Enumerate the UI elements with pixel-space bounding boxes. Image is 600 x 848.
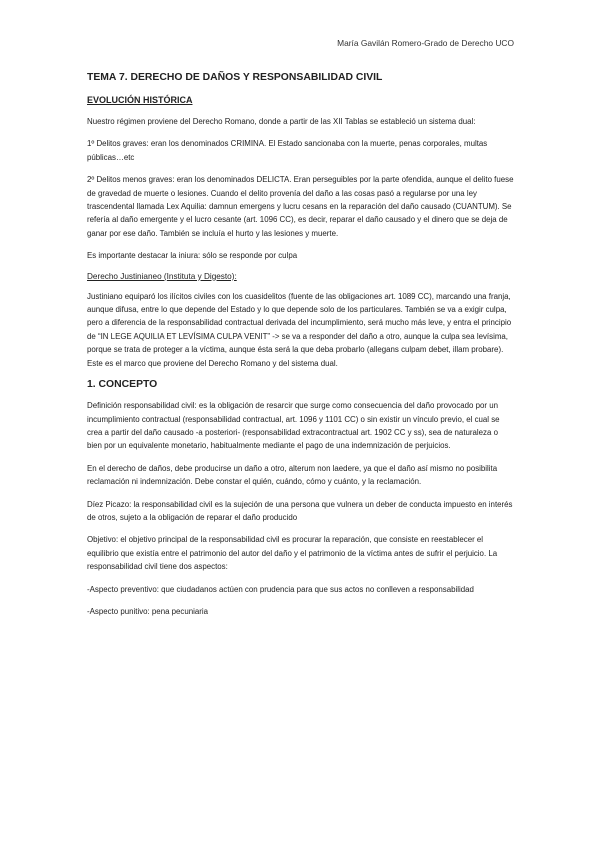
page-header: María Gavilán Romero-Grado de Derecho UCO	[337, 38, 514, 48]
paragraph: 2º Delitos menos graves: eran los denominados DELICTA. Eran perseguibles por la parte ofendida, aunque el delito fuese de gravedad de muerte o lesiones. Cuando el delito provenía del daño a las cosas pasó a regularse por una ley trascendental llamada Lex Aquilia: damnun emergens y lucru cesans en la reparación del daño causado (CUANTUM). Se refería al daño emergente y el lucro cesante (art. 1096 CC), es decir, reparar el daño causado y el dinero que se deja de ganar por ese daño. También se incluía el hurto y las lesiones y muerte.	[87, 175, 514, 238]
paragraph: Justiniano equiparó los ilícitos civiles con los cuasidelitos (fuente de las obligaciones art. 1089 CC), marcando una franja, aunque difusa, entre lo que depende del Estado y lo que depende solo de los particulares. También se va a exigir culpa, pero a diferencia de la responsabilidad contractual derivada del incumplimiento, será mucho más leve, y entra el principio de “IN LEGE AQUILIA ET LEVÍSIMA CULPA VENIT” -> se va a responder del daño a otro, aunque la culpa sea levísima, porque se trata de proteger a la víctima, aunque ésta será la que deba probarlo (allegans culpam debet, illam probare). Este es el marco que proviene del Derecho Romano y del sistema dual.	[87, 291, 512, 368]
document-body	[87, 72, 515, 627]
paragraph: En el derecho de daños, debe producirse un daño a otro, alterum non laedere, ya que el daño así mismo no posibilita reclamación ni indemnización. Debe constar el quién, cuándo, cómo y cuánto, y la reclamación.	[87, 463, 498, 487]
paragraph: Definición responsabilidad civil: es la obligación de resarcir que surge como consecuencia del daño provocado por un incumplimiento contractual (responsabilidad contractual, art. 1096 y 1101 CC) o sin existir un vínculo previo, el cual se crea a partir del daño causado -a posteriori- (responsabilidad extracontractual art. 1902 CC y ss), sea de naturaleza o bien por un equivalente monetario, habitualmente mediante el pago de una indemnización de perjuicios.	[87, 401, 500, 451]
paragraph: Nuestro régimen proviene del Derecho Romano, donde a partir de las XII Tablas se estableció un sistema dual:	[87, 117, 476, 126]
page-title: TEMA 7. DERECHO DE DAÑOS Y RESPONSABILIDAD CIVIL	[87, 72, 383, 83]
paragraph: 1º Delitos graves: eran los denominados CRIMINA. El Estado sancionaba con la muerte, penas corporales, multas públicas…etc	[87, 139, 488, 162]
paragraph: -Aspecto punitivo: pena pecuniaria	[87, 606, 209, 616]
heading-concepto: 1. CONCEPTO	[87, 379, 158, 391]
paragraph: -Aspecto preventivo: que ciudadanos actúen con prudencia para que sus actos no conlleven a responsabilidad	[87, 584, 474, 594]
paragraph: Objetivo: el objetivo principal de la responsabilidad civil es procurar la reparación, que consiste en reestablecer el equilibrio que existía entre el patrimonio del autor del daño y el patrimonio de la víctima antes de sufrir el perjuicio. La responsabilidad civil tiene dos aspectos:	[87, 535, 498, 572]
heading-derecho-justinianeo: Derecho Justinianeo (Instituta y Digesto):	[87, 271, 237, 281]
paragraph: Es importante destacar la iniura: sólo se responde por culpa	[87, 251, 298, 261]
heading-evolucion: EVOLUCIÓN HISTÓRICA	[87, 95, 193, 105]
paragraph: Díez Picazo: la responsabilidad civil es la sujeción de una persona que vulnera un deber de conducta impuesto en interés de otros, sujeto a la obligación de reparar el daño producido	[87, 499, 513, 522]
